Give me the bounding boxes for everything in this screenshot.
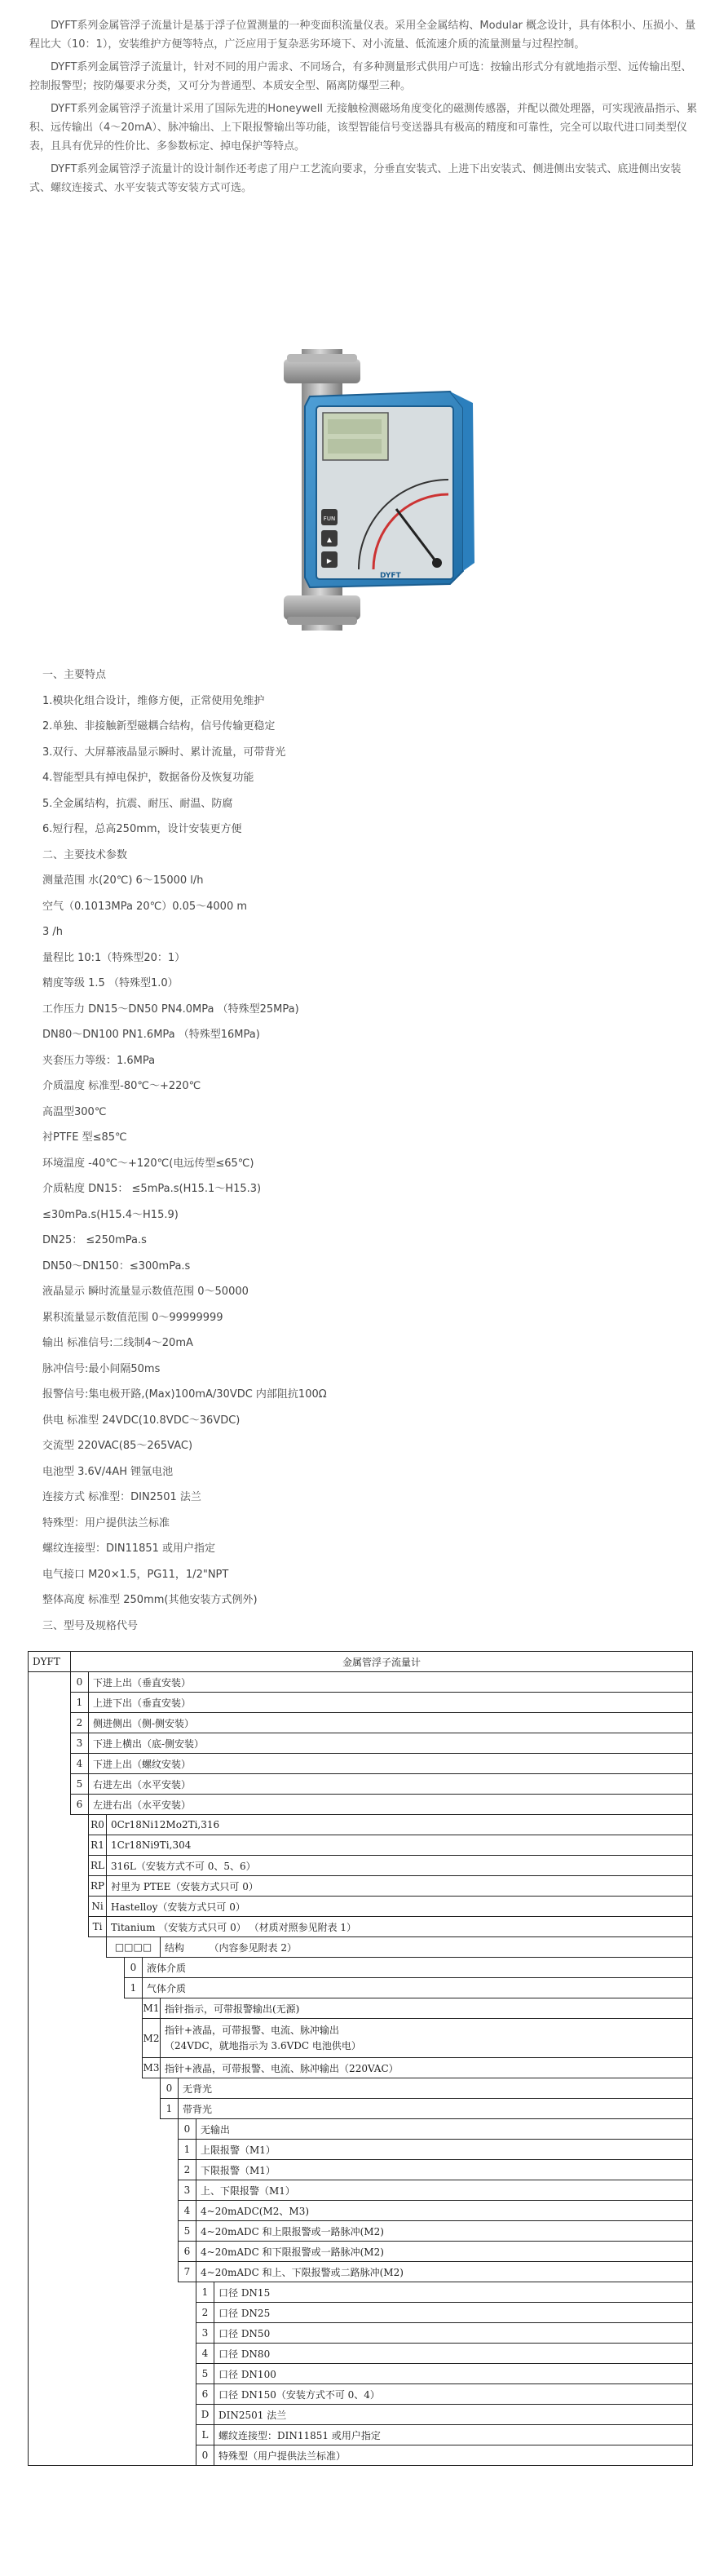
code-cell: 3 (196, 2323, 214, 2344)
desc-cell: 4~20mADC 和下限报警或一路脉冲(M2) (196, 2242, 693, 2262)
spec-line: 整体高度 标准型 250mm(其他安装方式例外) (42, 1594, 258, 1606)
structure-desc-cell (161, 1937, 693, 1958)
flowmeter-illustration (236, 349, 481, 631)
table-row (29, 2323, 693, 2344)
desc-cell: 上、下限报警（M1） (196, 2180, 693, 2201)
desc-line: 指针+液晶，可带报警、电流、脉冲输出 (165, 2024, 340, 2036)
right-key-label: ▶ (326, 557, 333, 564)
code-cell: 1 (161, 2099, 179, 2119)
model-code-table (28, 1651, 693, 2466)
code-cell: 1 (196, 2282, 214, 2303)
spec-line: 一、主要特点 (42, 669, 107, 681)
desc-cell: 气体介质 (143, 1978, 693, 1998)
desc-line: （24VDC，就地指示为 3.6VDC 电池供电） (165, 2039, 361, 2052)
spec-line: 衬PTFE 型≤85℃ (42, 1131, 127, 1144)
desc-cell: 口径 DN150（安装方式不可 0、4） (214, 2384, 693, 2405)
code-cell: 3 (179, 2180, 196, 2201)
spec-line: 脉冲信号:最小间隔50ms (42, 1362, 161, 1375)
code-cell: 4 (71, 1754, 89, 1774)
up-key-label: ▲ (326, 536, 333, 543)
table-row (29, 1937, 693, 1958)
table-row (29, 1897, 693, 1917)
spec-line: 夹套压力等级：1.6MPa (42, 1054, 156, 1067)
code-cell: 0 (71, 1672, 89, 1693)
table-row (29, 2262, 693, 2282)
code-cell: 1 (179, 2140, 196, 2160)
spec-list (42, 662, 662, 1639)
code-cell: 5 (179, 2221, 196, 2242)
spec-line: 电池型 3.6V/4AH 锂氩电池 (42, 1465, 174, 1478)
desc-cell: 无背光 (179, 2078, 693, 2099)
table-row (29, 1856, 693, 1876)
code-cell: R1 (89, 1835, 107, 1856)
code-cell: 1 (125, 1978, 143, 1998)
spec-line: 供电 标准型 24VDC(10.8VDC～36VDC) (42, 1414, 241, 1427)
code-cell: 3 (71, 1733, 89, 1754)
spec-line: 3 /h (42, 926, 64, 938)
desc-cell: 316L（安装方式不可 0、5、6） (107, 1856, 693, 1876)
code-cell: RP (89, 1876, 107, 1897)
structure-note: （内容参见附表 2） (209, 1941, 297, 1954)
code-cell: 5 (196, 2364, 214, 2384)
spec-line: 测量范围 水(20℃) 6～15000 l/h (42, 874, 204, 887)
table-row (29, 1835, 693, 1856)
spec-line: 三、型号及规格代号 (42, 1619, 139, 1632)
table-row (29, 1998, 693, 2019)
spec-line: 环境温度 -40℃～+120℃(电远传型≤65℃) (42, 1157, 254, 1170)
table-row (29, 2364, 693, 2384)
desc-cell: 带背光 (179, 2099, 693, 2119)
intro-paragraph-3: DYFT系列金属管浮子流量计采用了国际先进的Honeywell 无接触检测磁场角度变化的磁测传感器，并配以微处理器，可实现液晶指示、累积、远传输出（4～20mA）、脉冲输出、上下限报警输出等功能，该型智能信号变送器具有极高的精度和可靠性，完全可以取代进口同类型仪表，且具有优异的性价比、多参数标定、掉电保护等特点。 (29, 103, 698, 153)
desc-cell: Titanium （安装方式只可 0） （材质对照参见附表 1） (107, 1917, 693, 1937)
structure-code-cell: □□□□ (107, 1937, 161, 1958)
spec-line: 交流型 220VAC(85～265VAC) (42, 1440, 193, 1452)
spec-line: 螺纹连接型：DIN11851 或用户指定 (42, 1543, 216, 1555)
spec-line: 介质粘度 DN15： ≤5mPa.s(H15.1～H15.3) (42, 1183, 262, 1195)
table-row (29, 1978, 693, 1998)
desc-cell: 口径 DN80 (214, 2344, 693, 2364)
table-header-row (29, 1652, 693, 1672)
desc-cell: 口径 DN25 (214, 2303, 693, 2323)
spec-line: 3.双行、大屏幕液晶显示瞬时、累计流量，可带背光 (42, 746, 286, 759)
table-row (29, 2445, 693, 2466)
spec-line: DN50～DN150：≤300mPa.s (42, 1259, 191, 1273)
top-flange (284, 359, 360, 383)
desc-cell: Hastelloy（安装方式只可 0） (107, 1897, 693, 1917)
table-row (29, 2282, 693, 2303)
model-title-cell: 金属管浮子流量计 (71, 1652, 693, 1672)
table-row (29, 2242, 693, 2262)
table-row (29, 2384, 693, 2405)
table-row (29, 1693, 693, 1713)
spec-line: 电气接口 M20×1.5，PG11，1/2"NPT (42, 1568, 229, 1581)
intro-section (29, 16, 698, 201)
table-row (29, 2078, 693, 2099)
table-row (29, 1795, 693, 1815)
desc-cell: 下进上出（螺纹安装） (89, 1754, 693, 1774)
desc-cell: 螺纹连接型：DIN11851 或用户指定 (214, 2425, 693, 2445)
desc-cell: 4~20mADC(M2、M3) (196, 2201, 693, 2221)
desc-cell: 口径 DN100 (214, 2364, 693, 2384)
spec-line: 报警信号:集电极开路,(Max)100mA/30VDC 内部阻抗100Ω (42, 1388, 327, 1401)
table-row (29, 1815, 693, 1835)
table-row (29, 2119, 693, 2140)
code-cell: 4 (179, 2201, 196, 2221)
desc-cell: 指针指示，可带报警输出(无源) (161, 1998, 693, 2019)
table-row (29, 2221, 693, 2242)
spec-line: 6.短行程，总高250mm，设计安装更方便 (42, 823, 242, 835)
code-cell: M3 (143, 2058, 161, 2078)
table-row (29, 1733, 693, 1754)
table-row (29, 2303, 693, 2323)
desc-cell: 下进上横出（底-侧安装） (89, 1733, 693, 1754)
desc-cell: 右进左出（水平安装） (89, 1774, 693, 1795)
code-cell: 1 (71, 1693, 89, 1713)
code-cell: 0 (179, 2119, 196, 2140)
desc-cell: 侧进侧出（侧-侧安装） (89, 1713, 693, 1733)
code-cell: 7 (179, 2262, 196, 2282)
code-cell: 2 (179, 2160, 196, 2180)
intro-paragraph-1: DYFT系列金属管浮子流量计是基于浮子位置测量的一种变面积流量仪表。采用全金属结构、Modular 概念设计，具有体积小、压损小、量程比大（10：1），安装维护方便等特点，广泛应用于复杂恶劣环境下、对小流量、低流速介质的流量测量与过程控制。 (29, 20, 696, 51)
code-cell: D (196, 2405, 214, 2425)
table-row (29, 1917, 693, 1937)
desc-cell: 0Cr18Ni12Mo2Ti,316 (107, 1815, 693, 1835)
desc-cell: 口径 DN50 (214, 2323, 693, 2344)
code-cell: M2 (143, 2019, 161, 2058)
desc-cell: DIN2501 法兰 (214, 2405, 693, 2425)
intro-paragraph-4: DYFT系列金属管浮子流量计的设计制作还考虑了用户工艺流向要求，分垂直安装式、上进下出安装式、侧进侧出安装式、底进侧出安装式、螺纹连接式、水平安装式等安装方式可选。 (29, 163, 682, 194)
spec-line: 空气（0.1013MPa 20℃）0.05～4000 m (42, 900, 248, 913)
spec-line: 介质温度 标准型-80℃～+220℃ (42, 1080, 201, 1092)
brand-mark: DYFT (380, 572, 401, 580)
desc-cell: 左进右出（水平安装） (89, 1795, 693, 1815)
fun-key-label: FUN (323, 516, 336, 522)
code-cell: 6 (179, 2242, 196, 2262)
table-row (29, 1754, 693, 1774)
spec-line: 4.智能型具有掉电保护，数据备份及恢复功能 (42, 772, 254, 784)
code-cell: 6 (71, 1795, 89, 1815)
table-row (29, 2425, 693, 2445)
code-cell: 2 (196, 2303, 214, 2323)
spec-line: 2.单独、非接触新型磁耦合结构，信号传输更稳定 (42, 720, 276, 733)
table-row (29, 1672, 693, 1693)
desc-cell: 特殊型（用户提供法兰标准） (214, 2445, 693, 2466)
table-row (29, 1713, 693, 1733)
spec-line: DN25： ≤250mPa.s (42, 1234, 147, 1246)
desc-cell: 指针+液晶，可带报警、电流、脉冲输出（220VAC） (161, 2058, 693, 2078)
table-row (29, 2140, 693, 2160)
table-row (29, 2058, 693, 2078)
desc-cell: 4~20mADC 和上限报警或一路脉冲(M2) (196, 2221, 693, 2242)
desc-cell: 下进上出（垂直安装） (89, 1672, 693, 1693)
desc-cell: 1Cr18Ni9Ti,304 (107, 1835, 693, 1856)
code-cell: 2 (71, 1713, 89, 1733)
spec-line: DN80～DN100 PN1.6MPa （特殊型16MPa) (42, 1029, 260, 1041)
code-cell: 0 (161, 2078, 179, 2099)
code-cell: 0 (125, 1958, 143, 1978)
spec-line: 二、主要技术参数 (42, 848, 128, 861)
product-image (236, 349, 481, 631)
code-cell: L (196, 2425, 214, 2445)
table-row (29, 1774, 693, 1795)
spec-line: 高温型300℃ (42, 1105, 107, 1118)
intro-paragraph-2: DYFT系列金属管浮子流量计，针对不同的用户需求、不同场合，有多种测量形式供用户可选：按输出形式分有就地指示型、远传输出型、控制报警型；按防爆要求分类，又可分为普通型、本质安全型、隔离防爆型三种。 (29, 61, 692, 92)
desc-cell: 无输出 (196, 2119, 693, 2140)
code-cell: RL (89, 1856, 107, 1876)
desc-cell: 衬里为 PTEE（安装方式只可 0） (107, 1876, 693, 1897)
code-cell: M1 (143, 1998, 161, 2019)
table-row (29, 2160, 693, 2180)
desc-cell (161, 2019, 693, 2058)
spec-line: 1.模块化组合设计，维修方便，正常使用免维护 (42, 694, 265, 707)
code-cell: R0 (89, 1815, 107, 1835)
spec-line: ≤30mPa.s(H15.4～H15.9) (42, 1208, 179, 1221)
spec-line: 连接方式 标准型：DIN2501 法兰 (42, 1491, 201, 1503)
code-cell: Ni (89, 1897, 107, 1917)
code-cell: 6 (196, 2384, 214, 2405)
table-row (29, 2201, 693, 2221)
desc-cell: 上进下出（垂直安装） (89, 1693, 693, 1713)
desc-cell: 口径 DN15 (214, 2282, 693, 2303)
structure-label: 结构 (165, 1941, 185, 1954)
model-code-cell: DYFT (29, 1652, 71, 1672)
table-row (29, 1876, 693, 1897)
table-row (29, 1958, 693, 1978)
spec-line: 累积流量显示数值范围 0～99999999 (42, 1311, 223, 1324)
table-row (29, 2099, 693, 2119)
code-cell: 0 (196, 2445, 214, 2466)
desc-cell: 4~20mADC 和上、下限报警或二路脉冲(M2) (196, 2262, 693, 2282)
spec-line: 输出 标准信号:二线制4～20mA (42, 1337, 193, 1349)
desc-cell: 下限报警（M1） (196, 2160, 693, 2180)
spec-line: 工作压力 DN15～DN50 PN4.0MPa （特殊型25MPa) (42, 1003, 299, 1016)
bottom-flange (284, 595, 360, 620)
spec-line: 量程比 10:1（特殊型20：1） (42, 951, 186, 964)
table-row (29, 2019, 693, 2058)
code-cell: Ti (89, 1917, 107, 1937)
spec-line: 5.全金属结构，抗震、耐压、耐温、防腐 (42, 797, 233, 810)
table-row (29, 2405, 693, 2425)
spec-line: 精度等级 1.5 （特殊型1.0） (42, 977, 179, 989)
table-row (29, 2180, 693, 2201)
desc-cell: 液体介质 (143, 1958, 693, 1978)
spec-line: 特殊型：用户提供法兰标准 (42, 1516, 170, 1529)
desc-cell: 上限报警（M1） (196, 2140, 693, 2160)
code-cell: 4 (196, 2344, 214, 2364)
code-cell: 5 (71, 1774, 89, 1795)
table-row (29, 2344, 693, 2364)
spec-line: 液晶显示 瞬时流量显示数值范围 0～50000 (42, 1286, 249, 1298)
